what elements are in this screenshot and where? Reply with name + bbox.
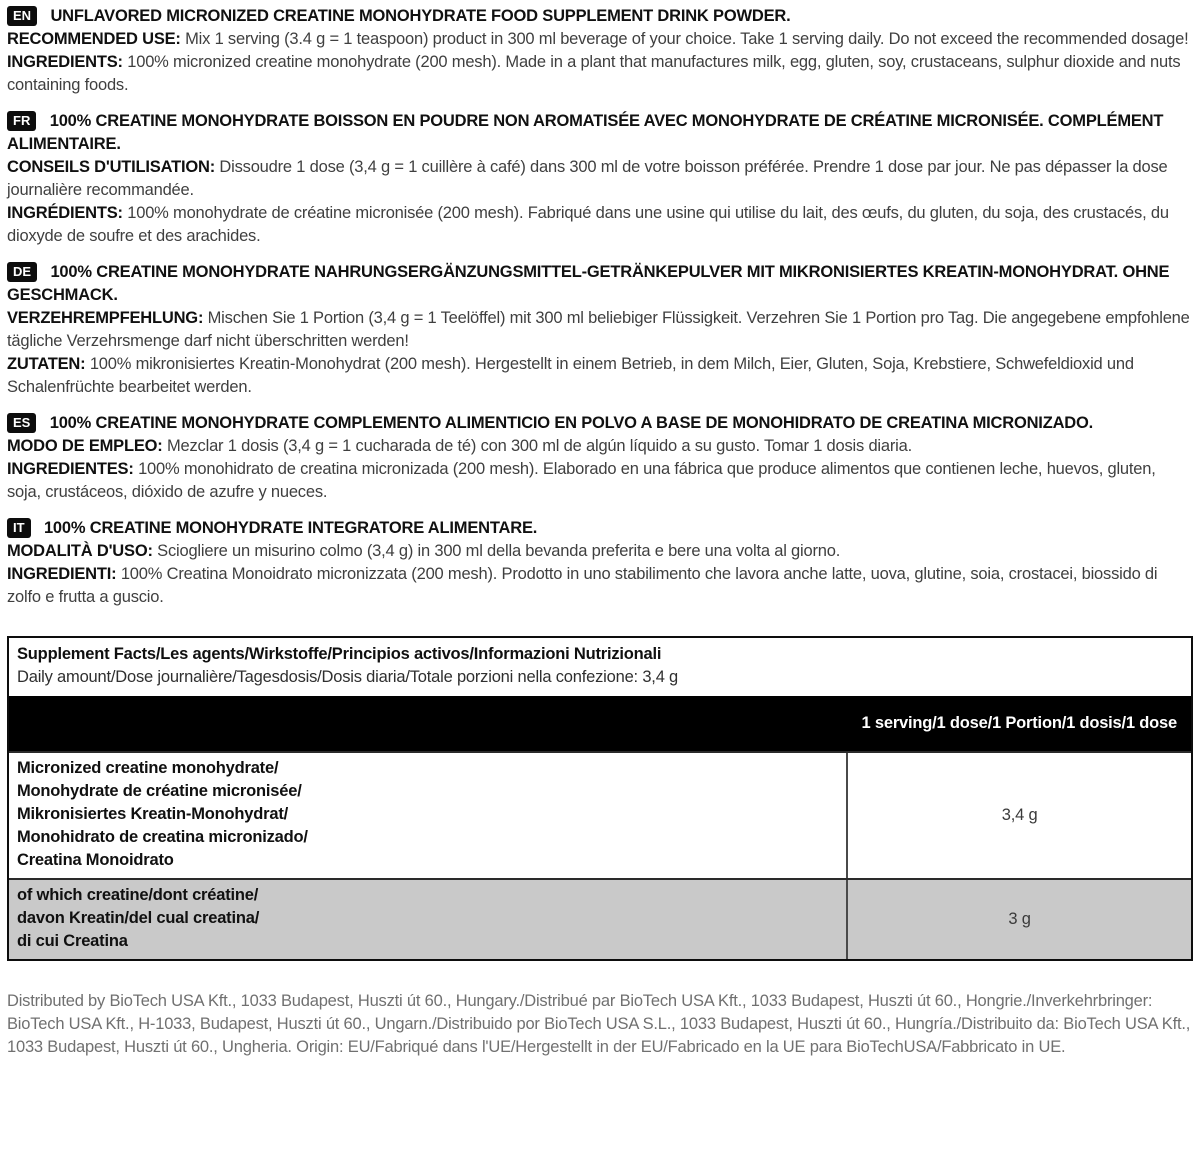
row-label-line: davon Kreatin/del cual creatina/ xyxy=(17,909,260,927)
section-heading-text: 100% CREATINE MONOHYDRATE BOISSON EN POUDRE NON AROMATISÉE AVEC MONOHYDRATE DE CRÉATINE MICRONISÉE. COMPLÉMENT ALIMENTAIRE. xyxy=(7,112,1164,153)
ingredients-paragraph xyxy=(7,202,1193,248)
facts-title-block xyxy=(9,638,1191,696)
section-en xyxy=(7,5,1193,97)
ingredients-paragraph xyxy=(7,51,1193,97)
paragraph-label: CONSEILS D'UTILISATION: xyxy=(7,158,216,176)
paragraph-text: Dissoudre 1 dose (3,4 g = 1 cuillère à café) dans 300 ml de votre boisson préférée. Prendre 1 dose par jour. Ne pas dépasser la dose journalière recommandée. xyxy=(7,158,1168,199)
section-heading xyxy=(7,412,1193,435)
paragraph-text: Sciogliere un misurino colmo (3,4 g) in 300 ml della bevanda preferita e bere una volta al giorno. xyxy=(157,542,841,560)
facts-subtitle: Daily amount/Dose journalière/Tagesdosis/Dosis diaria/Totale porzioni nella confezione: 3,4 g xyxy=(17,668,679,686)
ingredients-paragraph xyxy=(7,353,1193,399)
row-value: 3 g xyxy=(1008,910,1031,928)
table-row xyxy=(9,878,1191,959)
section-heading-text: UNFLAVORED MICRONIZED CREATINE MONOHYDRATE FOOD SUPPLEMENT DRINK POWDER. xyxy=(50,7,791,25)
paragraph-label: MODALITÀ D'USO: xyxy=(7,542,153,560)
usage-paragraph xyxy=(7,540,1193,563)
paragraph-text: Mezclar 1 dosis (3,4 g = 1 cucharada de té) con 300 ml de algún líquido a su gusto. Tomar 1 dosis diaria. xyxy=(166,437,912,455)
paragraph-text: 100% Creatina Monoidrato micronizzata (200 mesh). Prodotto in uno stabilimento che lavora anche latte, uova, glutine, soia, crostacei, biossido di zolfo e frutta a guscio. xyxy=(7,565,1158,606)
paragraph-text: Mischen Sie 1 Portion (3,4 g = 1 Teelöffel) mit 300 ml beliebiger Flüssigkeit. Verzehren Sie 1 Portion pro Tag. Die angegebene empfohlene tägliche Verzehrsmenge darf nicht überschritten werden! xyxy=(7,309,1190,350)
paragraph-label: MODO DE EMPLEO: xyxy=(7,437,163,455)
language-badge-de: DE xyxy=(7,262,37,282)
language-badge-fr: FR xyxy=(7,111,36,131)
paragraph-text: 100% mikronisiertes Kreatin-Monohydrat (200 mesh). Hergestellt in einem Betrieb, in dem Milch, Eier, Gluten, Soja, Krebstiere, Schwefeldioxid und Schalenfrüchte bearbeitet werden. xyxy=(7,355,1134,396)
section-heading xyxy=(7,517,1193,540)
row-label xyxy=(9,880,848,959)
language-badge-en: EN xyxy=(7,6,37,26)
paragraph-text: Mix 1 serving (3.4 g = 1 teaspoon) product in 300 ml beverage of your choice. Take 1 serving daily. Do not exceed the recommended dosage! xyxy=(185,30,1189,48)
recommended-use-paragraph xyxy=(7,28,1193,51)
row-label-line: Mikronisiertes Kreatin-Monohydrat/ xyxy=(17,805,288,823)
row-label-line: Micronized creatine monohydrate/ xyxy=(17,759,279,777)
paragraph-label: VERZEHREMPFEHLUNG: xyxy=(7,309,204,327)
supplement-facts-table xyxy=(7,636,1193,961)
ingredients-paragraph xyxy=(7,563,1193,609)
paragraph-label: INGRÉDIENTS: xyxy=(7,204,123,222)
language-badge-es: ES xyxy=(7,413,36,433)
row-label-line: di cui Creatina xyxy=(17,932,128,950)
section-heading-text: 100% CREATINE MONOHYDRATE INTEGRATORE ALIMENTARE. xyxy=(43,519,538,537)
section-it xyxy=(7,517,1193,609)
language-badge-it: IT xyxy=(7,518,31,538)
section-de xyxy=(7,261,1193,399)
row-value: 3,4 g xyxy=(1001,806,1038,824)
section-fr xyxy=(7,110,1193,248)
row-label-line: Monohydrate de créatine micronisée/ xyxy=(17,782,302,800)
paragraph-label: ZUTATEN: xyxy=(7,355,86,373)
section-heading-text: 100% CREATINE MONOHYDRATE COMPLEMENTO ALIMENTICIO EN POLVO A BASE DE MONOHIDRATO DE CREATINA MICRONIZADO. xyxy=(49,414,1094,432)
usage-paragraph xyxy=(7,156,1193,202)
paragraph-label: INGREDIENTES: xyxy=(7,460,134,478)
paragraph-text: 100% micronized creatine monohydrate (200 mesh). Made in a plant that manufactures milk, egg, gluten, soy, crustaceans, sulphur dioxide and nuts containing foods. xyxy=(7,53,1181,94)
paragraph-label: RECOMMENDED USE: xyxy=(7,30,181,48)
section-heading-text: 100% CREATINE MONOHYDRATE NAHRUNGSERGÄNZUNGSMITTEL-GETRÄNKEPULVER MIT MIKRONISIERTES KREATIN-MONOHYDRAT. OHNE GESCHMACK. xyxy=(7,263,1170,304)
paragraph-label: INGREDIENTS: xyxy=(7,53,123,71)
facts-column-header: 1 serving/1 dose/1 Portion/1 dosis/1 dose xyxy=(9,696,1191,751)
row-label-line: Monohidrato de creatina micronizado/ xyxy=(17,828,308,846)
ingredients-paragraph xyxy=(7,458,1193,504)
paragraph-text: 100% monohidrato de creatina micronizada (200 mesh). Elaborado en una fábrica que produce alimentos que contienen leche, huevos, gluten, soja, crustáceos, dióxido de azufre y nueces. xyxy=(7,460,1156,501)
facts-title: Supplement Facts/Les agents/Wirkstoffe/Principios activos/Informazioni Nutrizionali xyxy=(17,645,662,663)
distributor-footer: Distributed by BioTech USA Kft., 1033 Budapest, Huszti út 60., Hungary./Distribué par BioTech USA Kft., 1033 Budapest, Huszti út 60., Hongrie./Inverkehrbringer: BioTech USA Kft., H-1033, Budapest, Huszti út 60., Ungarn./Distribuido por BioTech USA S.L., 1033 Budapest, Huszti út 60., Hungría./Distribuito da: BioTech USA Kft., 1033 Budapest, Huszti út 60., Ungheria. Origin: EU/Fabriqué dans l'UE/Hergestellt in der EU/Fabricado en la UE para BioTechUSA/Fabbricato in UE. xyxy=(7,992,1191,1056)
row-label-line: of which creatine/dont créatine/ xyxy=(17,886,259,904)
section-es xyxy=(7,412,1193,504)
usage-paragraph xyxy=(7,307,1193,353)
row-label xyxy=(9,753,848,878)
section-heading xyxy=(7,110,1193,156)
row-label-line: Creatina Monoidrato xyxy=(17,851,174,869)
section-heading xyxy=(7,261,1193,307)
table-row xyxy=(9,751,1191,878)
usage-paragraph xyxy=(7,435,1193,458)
paragraph-text: 100% monohydrate de créatine micronisée (200 mesh). Fabriqué dans une usine qui utilise du lait, des œufs, du gluten, du soja, des crustacés, du dioxyde de soufre et des arachides. xyxy=(7,204,1169,245)
section-heading xyxy=(7,5,1193,28)
paragraph-label: INGREDIENTI: xyxy=(7,565,117,583)
